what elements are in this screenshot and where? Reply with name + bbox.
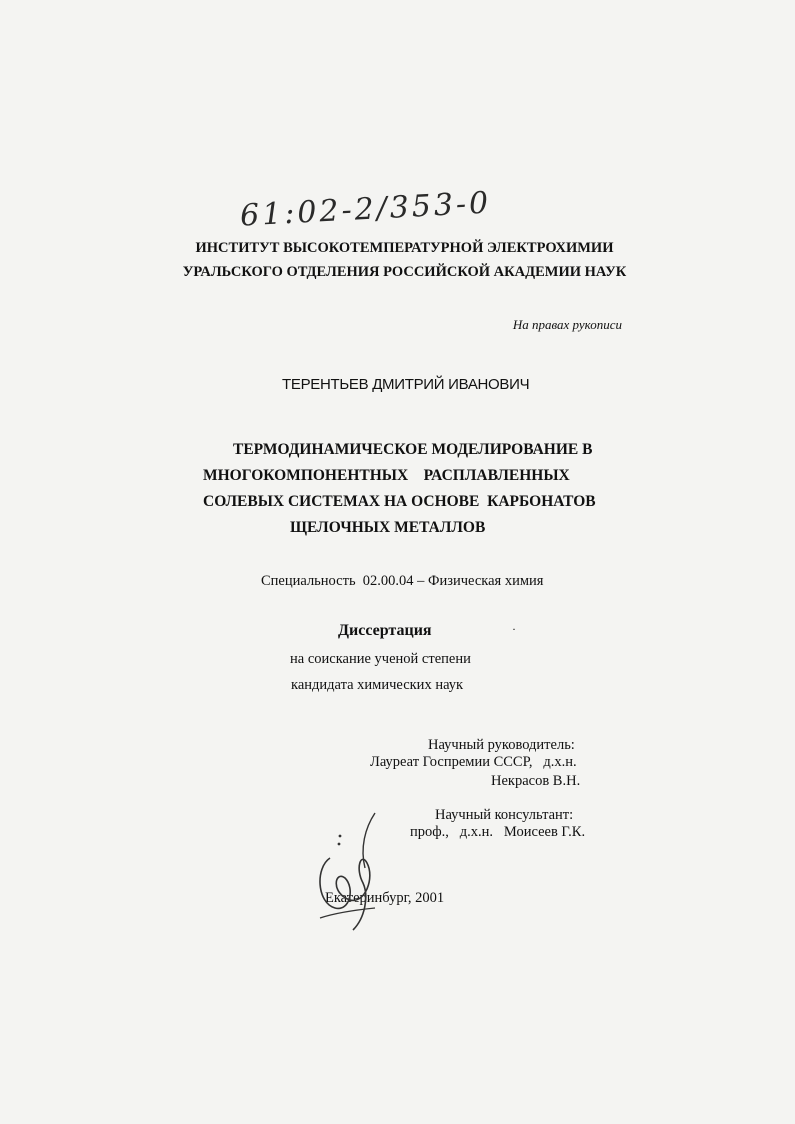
advisor-name: Некрасов В.Н. [491,773,581,789]
thesis-title-line-4: ЩЕЛОЧНЫХ МЕТАЛЛОВ [290,519,486,536]
specialty: Специальность 02.00.04 – Физическая химия [261,573,544,589]
handwritten-archive-code: 61:02-2/353-0 [239,185,493,234]
degree-line-1: на соискание ученой степени [290,651,471,667]
stray-mark: · [512,622,516,636]
consultant-label: Научный консультант: [435,807,574,823]
advisor-label: Научный руководитель: [428,737,575,753]
institute-line-1: ИНСТИТУТ ВЫСОКОТЕМПЕРАТУРНОЙ ЭЛЕКТРОХИМИИ [195,240,614,256]
handwritten-signature [305,808,415,938]
author-name: ТЕРЕНТЬЕВ ДМИТРИЙ ИВАНОВИЧ [282,376,530,393]
thesis-title-line-2: МНОГОКОМПОНЕНТНЫХ РАСПЛАВЛЕННЫХ [203,467,570,484]
degree-line-2: кандидата химических наук [291,677,464,693]
city-year: Екатеринбург, 2001 [325,890,445,906]
document-type: Диссертация [338,622,432,639]
thesis-title-line-3: СОЛЕВЫХ СИСТЕМАХ НА ОСНОВЕ КАРБОНАТОВ [203,493,596,510]
consultant-title-name: проф., д.х.н. Моисеев Г.К. [410,824,586,840]
rights-note: На правах рукописи [512,317,622,332]
institute-line-2: УРАЛЬСКОГО ОТДЕЛЕНИЯ РОССИЙСКОЙ АКАДЕМИИ НАУК [182,264,627,280]
thesis-title-line-1: ТЕРМОДИНАМИЧЕСКОЕ МОДЕЛИРОВАНИЕ В [233,441,593,458]
advisor-title: Лауреат Госпремии СССР, д.х.н. [370,754,577,770]
